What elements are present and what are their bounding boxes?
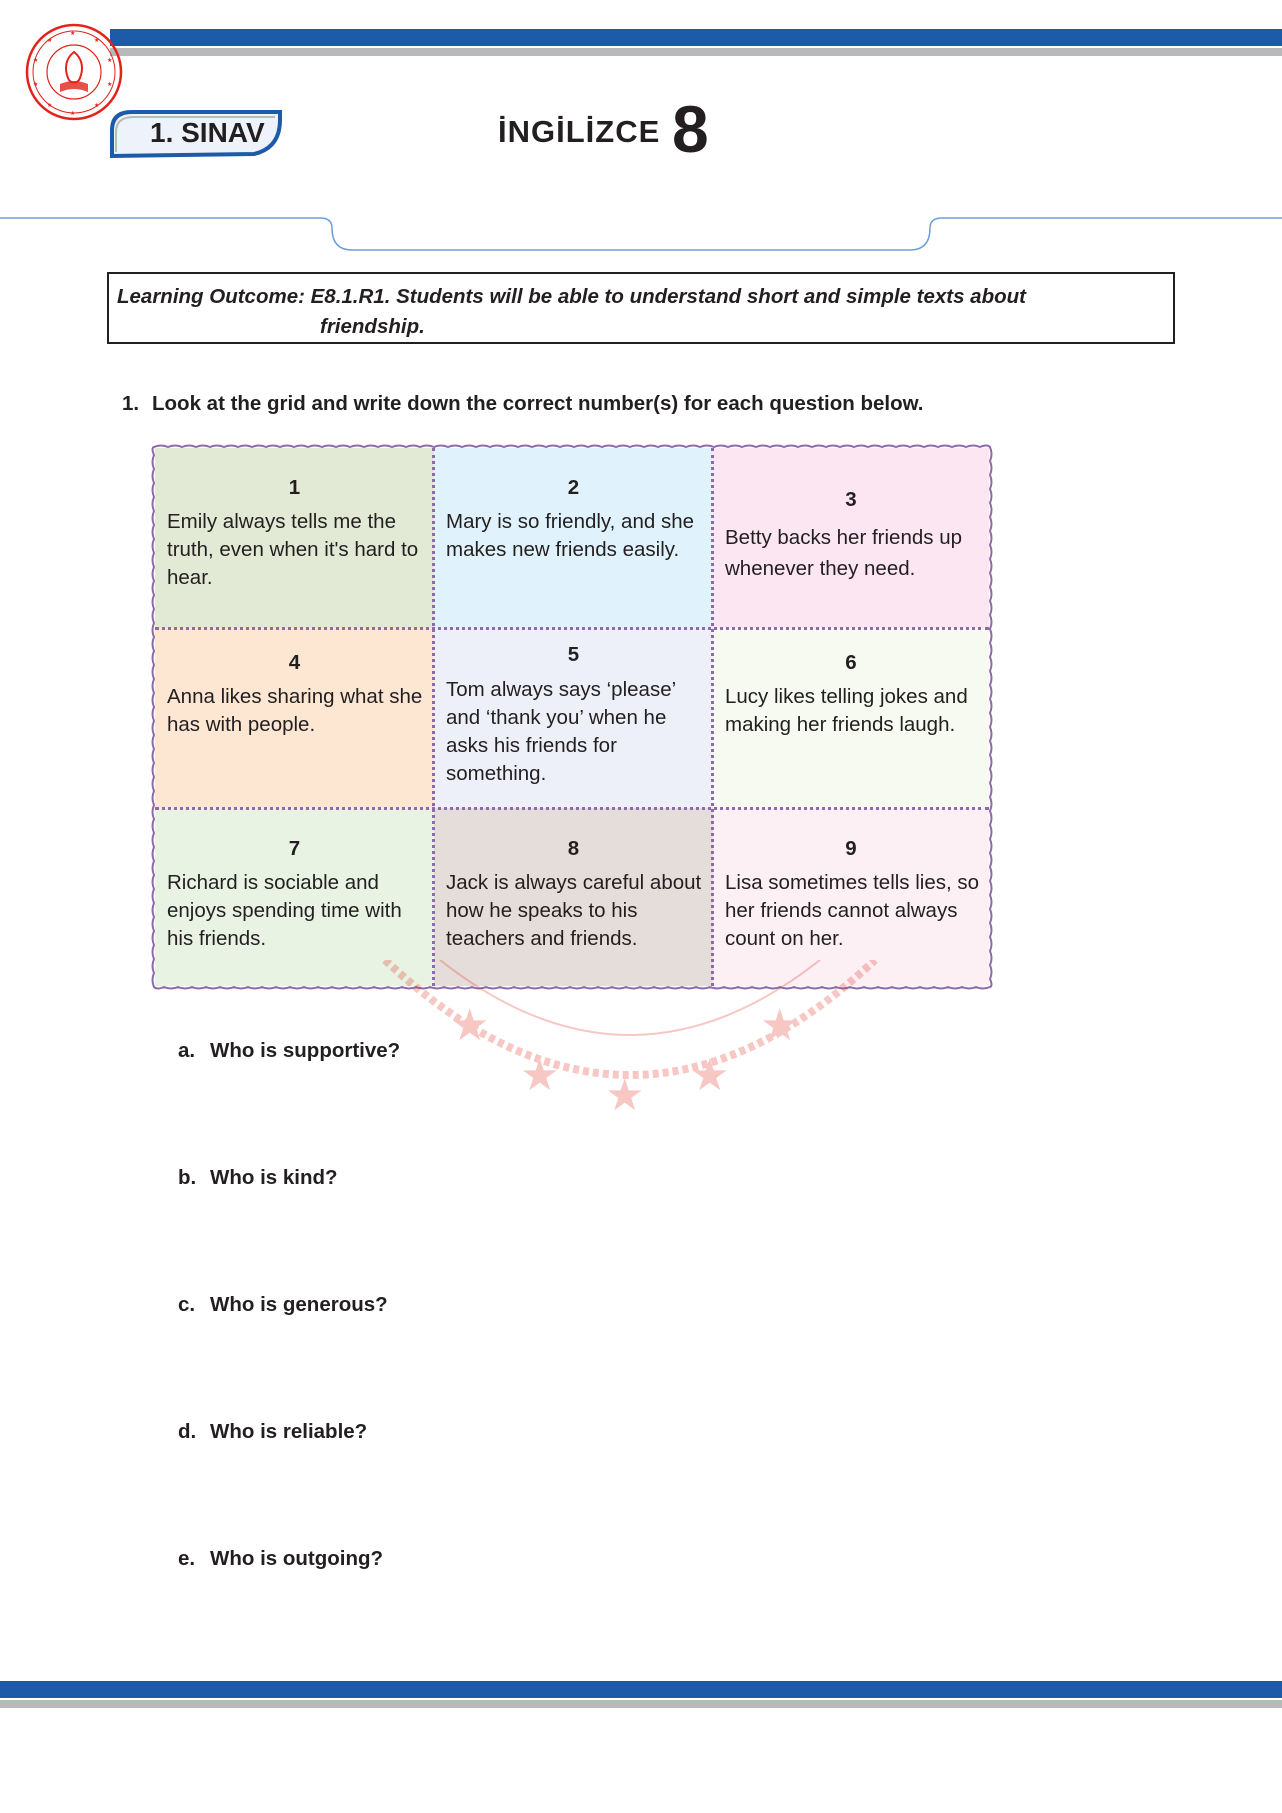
- subquestion-text: Who is outgoing?: [210, 1547, 384, 1570]
- footer-blue-stripe: [0, 1681, 1282, 1698]
- cell-text: Richard is sociable and enjoys spending time with his friends.: [167, 871, 402, 950]
- cell-number: 5: [567, 643, 580, 666]
- svg-text:★: ★: [94, 103, 100, 109]
- watermark-seal: [380, 960, 880, 1160]
- svg-text:★: ★: [33, 82, 39, 88]
- subquestion-text: Who is supportive?: [210, 1039, 401, 1062]
- grid-divider-horizontal: [155, 807, 989, 810]
- cell-number: 6: [845, 651, 857, 674]
- cell-number: 2: [567, 476, 580, 499]
- subject-title: İNGİLİZCE: [498, 114, 661, 149]
- subquestion-a: [178, 1039, 400, 1063]
- svg-text:★: ★: [605, 1071, 645, 1120]
- subquestion-letter: e.: [178, 1547, 196, 1570]
- cell-number: 9: [845, 837, 857, 860]
- cell-number: 4: [288, 651, 301, 674]
- cell-text: Anna likes sharing what she has with people.: [167, 685, 423, 736]
- grid-cell-4: [155, 628, 434, 808]
- svg-text:★: ★: [47, 103, 53, 109]
- footer-gray-stripe: [0, 1700, 1282, 1708]
- svg-text:★: ★: [690, 1051, 730, 1100]
- grid-divider-vertical: [711, 448, 714, 986]
- subquestion-letter: b.: [178, 1166, 197, 1189]
- cell-text: Lucy likes telling jokes and making her friends laugh.: [725, 685, 968, 736]
- learning-outcome-text: Learning Outcome: E8.1.R1. Students will be able to understand short and simple texts about friendship.: [117, 285, 1026, 338]
- grade-number: 8: [672, 92, 709, 166]
- subquestion-text: Who is generous?: [210, 1293, 388, 1316]
- learning-outcome-content: Learning Outcome: E8.1.R1. Students will be able to understand short and simple texts about: [117, 285, 1026, 308]
- subquestion-b: [178, 1166, 338, 1190]
- cell-text: Jack is always careful about how he speaks to his teachers and friends.: [446, 871, 702, 950]
- svg-text:★: ★: [33, 58, 39, 64]
- exam-label: 1. SINAV: [150, 117, 265, 148]
- subquestion-text: Who is reliable?: [210, 1420, 368, 1443]
- svg-text:★: ★: [94, 38, 100, 44]
- header-gray-stripe: [110, 48, 1282, 56]
- svg-text:★: ★: [450, 1001, 490, 1050]
- svg-text:★: ★: [107, 82, 113, 88]
- grid-cell-1: [155, 448, 434, 628]
- grid-cell-5: [434, 628, 713, 808]
- subquestion-letter: d.: [178, 1420, 197, 1443]
- cell-number: 7: [288, 837, 301, 860]
- grid-cell-2: [434, 448, 713, 628]
- question-text: Look at the grid and write down the correct number(s) for each question below.: [152, 392, 924, 415]
- cell-text: Mary is so friendly, and she makes new friends easily.: [446, 510, 695, 561]
- ministry-seal-logo: [24, 22, 124, 122]
- subquestion-letter: a.: [178, 1039, 196, 1062]
- svg-text:★: ★: [760, 1001, 800, 1050]
- svg-text:★: ★: [107, 58, 113, 64]
- subquestion-d: [178, 1420, 367, 1444]
- header-blue-stripe: [110, 29, 1282, 46]
- friendship-grid: [148, 441, 996, 993]
- cell-text: Tom always says ‘please’ and ‘thank you’ when he asks his friends for something.: [446, 678, 676, 785]
- subquestion-text: Who is kind?: [210, 1166, 338, 1189]
- header-divider: [0, 210, 1282, 255]
- cell-number: 8: [567, 837, 580, 860]
- subquestion-c: [178, 1293, 388, 1317]
- grid-cell-3: [713, 448, 989, 628]
- grid-cell-6: [713, 628, 989, 808]
- subquestion-letter: c.: [178, 1293, 196, 1316]
- cell-number: 3: [845, 488, 857, 511]
- svg-text:★: ★: [70, 111, 76, 117]
- grid-divider-vertical: [432, 448, 435, 986]
- svg-text:★: ★: [70, 31, 76, 37]
- grid-divider-horizontal: [155, 627, 989, 630]
- svg-text:★: ★: [47, 38, 53, 44]
- subquestion-e: [178, 1547, 383, 1571]
- question-number: 1.: [122, 392, 140, 415]
- cell-text: Lisa sometimes tells lies, so her friends cannot always count on her.: [725, 871, 980, 950]
- cell-text: Emily always tells me the truth, even when it's hard to hear.: [167, 510, 419, 589]
- cell-number: 1: [288, 476, 301, 499]
- svg-text:★: ★: [520, 1051, 560, 1100]
- cell-text: Betty backs her friends up whenever they need.: [725, 526, 963, 580]
